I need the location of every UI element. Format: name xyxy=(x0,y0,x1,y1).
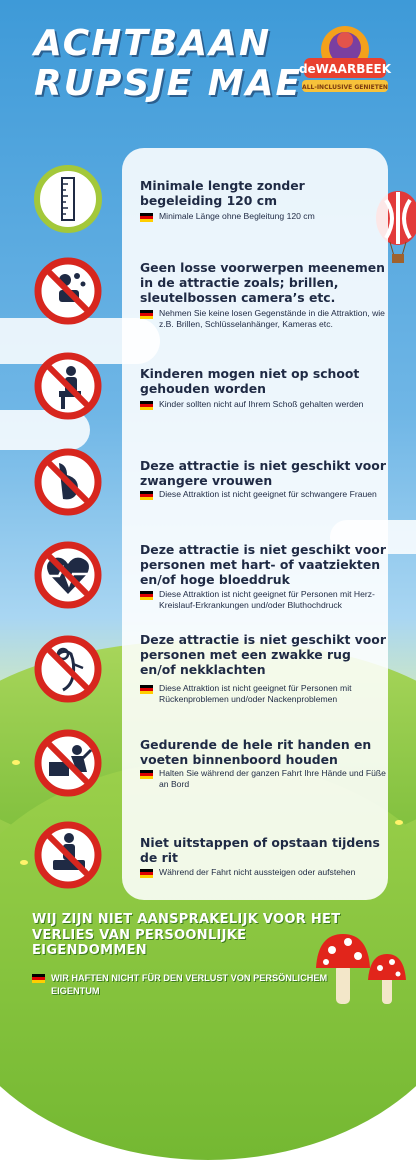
park-logo xyxy=(290,22,400,100)
no-back-neck-problems-icon xyxy=(33,634,103,704)
rule-4-nl: Deze attractie is niet geschikt voor zwangere vrouwen xyxy=(140,458,386,488)
german-flag-icon xyxy=(140,591,153,600)
no-lap-sitting-icon xyxy=(33,351,103,421)
flower xyxy=(12,760,20,765)
logo-tagline: ALL-INCLUSIVE GENIETEN xyxy=(302,84,388,91)
german-flag-icon xyxy=(140,770,153,779)
german-flag-icon xyxy=(140,685,153,694)
no-standing-up-icon xyxy=(33,820,103,890)
mushrooms-icon xyxy=(312,926,412,1016)
liability-notice-de: WIR HAFTEN NICHT FÜR DEN VERLUST VON PERSÖNLICHEM EIGENTUM xyxy=(32,972,332,998)
keep-hands-inside-icon xyxy=(33,728,103,798)
no-pregnant-icon xyxy=(33,447,103,517)
rule-2-de: Nehmen Sie keine losen Gegenstände in die Attraktion, wie z.B. Brillen, Schlüsselanhänger, Kameras etc. xyxy=(140,308,390,330)
rule-4-de: Diese Attraktion ist nicht geeignet für schwangere Frauen xyxy=(140,489,390,500)
rule-1-nl: Minimale lengte zonder begeleiding 120 cm xyxy=(140,178,305,208)
page-title xyxy=(34,24,302,104)
german-flag-icon xyxy=(140,869,153,878)
rule-7-de: Halten Sie während der ganzen Fahrt Ihre Hände und Füße an Bord xyxy=(140,768,390,790)
rule-1-de: Minimale Länge ohne Begleitung 120 cm xyxy=(140,211,390,222)
liability-notice-nl: WIJ ZIJN NIET AANSPRAKELIJK VOOR HET VERLIES VAN PERSOONLIJKE EIGENDOMMEN xyxy=(32,912,341,958)
title-line-1: ACHTBAAN xyxy=(34,23,272,64)
rule-3-de: Kinder sollten nicht auf Ihrem Schoß gehalten werden xyxy=(140,399,390,410)
german-flag-icon xyxy=(32,974,45,983)
rule-2-nl: Geen losse voorwerpen meenemen in de attractie zoals; brillen, sleutelbossen camera’s etc. xyxy=(140,260,385,305)
rule-5-de: Diese Attraktion ist nicht geeignet für Personen mit Herz-Kreislauf-Erkrankungen und/oder Bluthochdruck xyxy=(140,589,390,611)
no-heart-condition-icon xyxy=(33,540,103,610)
rule-8-nl: Niet uitstappen of opstaan tijdens de rit xyxy=(140,835,380,865)
rule-8-de: Während der Fahrt nicht aussteigen oder aufstehen xyxy=(140,867,390,878)
rule-6-de: Diese Attraktion ist nicht geeignet für Personen mit Rückenproblemen und/oder Nackenproblemen xyxy=(140,683,390,705)
flower xyxy=(395,820,403,825)
german-flag-icon xyxy=(140,213,153,222)
german-flag-icon xyxy=(140,401,153,410)
height-ruler-icon xyxy=(33,164,103,234)
logo-brand: deWAARBEEK xyxy=(298,62,392,76)
rule-7-nl: Gedurende de hele rit handen en voeten binnenboord houden xyxy=(140,737,372,767)
no-loose-objects-icon xyxy=(33,256,103,326)
rule-6-nl: Deze attractie is niet geschikt voor personen met een zwakke rug en/of nekklachten xyxy=(140,632,386,677)
rule-3-nl: Kinderen mogen niet op schoot gehouden worden xyxy=(140,366,360,396)
german-flag-icon xyxy=(140,310,153,319)
title-line-2: RUPSJE MAE xyxy=(34,63,303,104)
flower xyxy=(20,860,28,865)
german-flag-icon xyxy=(140,491,153,500)
rule-5-nl: Deze attractie is niet geschikt voor personen met hart- of vaatziekten en/of hoge bloeddruk xyxy=(140,542,386,587)
